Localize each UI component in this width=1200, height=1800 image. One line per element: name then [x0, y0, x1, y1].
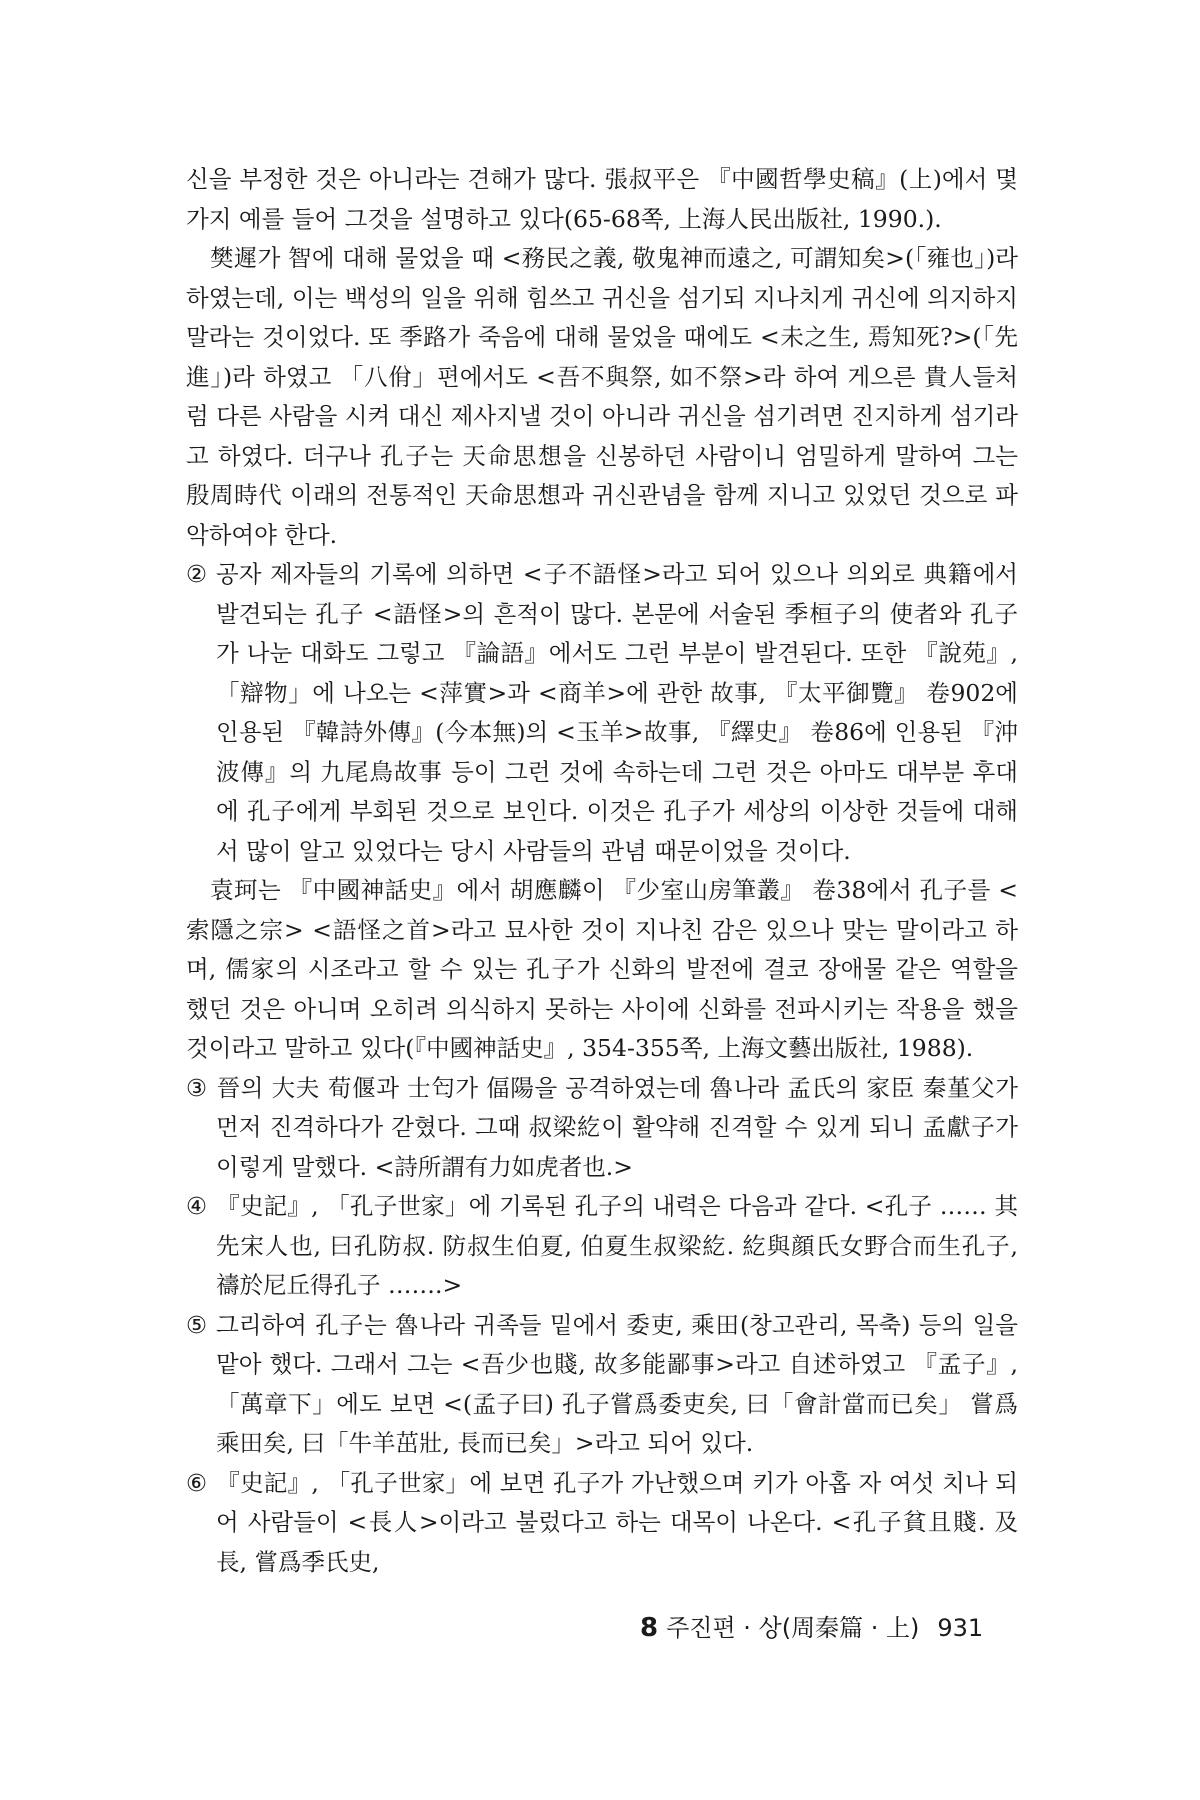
body-text — [186, 160, 1018, 1582]
paragraph-yuanke: 袁珂는 『中國神話史』에서 胡應麟이 『少室山房筆叢』 卷38에서 孔子를 <索隱之宗> <語怪之首>라고 묘사한 것이 지나친 감은 있으나 맞는 말이라고 하며, 儒家의 시조라고 할 수 있는 孔子가 신화의 발전에 결코 장애물 같은 역할을 했던 것은 아니며 오히려 의식하지 못하는 사이에 신화를 전파시키는 작용을 했을 것이라고 말하고 있다(『中國神話史』, 354-355쪽, 上海文藝出版社, 1988). — [186, 876, 1018, 1062]
note-number: ⑤ — [186, 1310, 208, 1339]
note-text: 『史記』, 「孔子世家」에 보면 孔子가 가난했으며 키가 아홉 자 여섯 치나 되어 사람들이 <長人>이라고 불렀다고 하는 대목이 나온다. <孔子貧且賤. 及長, 嘗爲季氏史, — [216, 1468, 1018, 1576]
note-number: ② — [186, 560, 208, 588]
note-text: 그리하여 孔子는 魯나라 귀족들 밑에서 委吏, 乘田(창고관리, 목축) 등의 일을 맡아 했다. 그래서 그는 <吾少也賤, 故多能鄙事>라고 自述하였고 『孟子』, 「萬章下」에도 보면 <(孟子曰) 孔子嘗爲委吏矣, 曰「會計當而已矣」 嘗爲乘田矣, 曰「牛羊茁壯, 長而已矣」>라고 되어 있다. — [216, 1310, 1018, 1457]
note-number: ⑥ — [186, 1468, 208, 1497]
note-2 — [186, 555, 1018, 871]
page-footer — [640, 1608, 1020, 1643]
paragraph-fanchi: 樊遲가 智에 대해 물었을 때 <務民之義, 敬鬼神而遠之, 可謂知矣>(「雍也」)라 하였는데, 이는 백성의 일을 위해 힘쓰고 귀신을 섬기되 지나치게 귀신에 의지하지 말라는 것이었다. 또 季路가 죽음에 대해 물었을 때에도 <未之生, 焉知死?>(「先進」)라 하였고 「八佾」편에서도 <吾不與祭, 如不祭>라 하여 게으른 貴人들처럼 다른 사람을 시켜 대신 제사지낼 것이 아니라 귀신을 섬기려면 진지하게 섬기라고 하였다. 더구나 孔子는 天命思想을 신봉하던 사람이니 엄밀하게 말하여 그는 殷周時代 이래의 전통적인 天命思想과 귀신관념을 함께 지니고 있었던 것으로 파악하여야 한다. — [186, 244, 1018, 549]
note-text: 『史記』, 「孔子世家」에 기록된 孔子의 내력은 다음과 같다. <孔子 …… 其先宋人也, 曰孔防叔. 防叔生伯夏, 伯夏生叔梁紇. 紇與顔氏女野合而生孔子, 禱於尼丘得孔子 …….> — [216, 1192, 1018, 1299]
note-5 — [186, 1306, 1018, 1464]
note-6 — [186, 1464, 1018, 1583]
chapter-title: 주진편 · 상(周秦篇 · 上) — [666, 1614, 920, 1642]
note-3 — [186, 1069, 1018, 1188]
note-text: 공자 제자들의 기록에 의하면 <子不語怪>라고 되어 있으나 의외로 典籍에서 발견되는 孔子 <語怪>의 흔적이 많다. 본문에 서술된 季桓子의 使者와 孔子가 나눈 대화도 그렇고 『論語』에서도 그런 부분이 발견된다. 또한 『說苑』, 「辯物」에 나오는 <萍實>과 <商羊>에 관한 故事, 『太平御覽』 卷902에 인용된 『韓詩外傳』(今本無)의 <玉羊>故事, 『繹史』 卷86에 인용된 『沖波傳』의 九尾鳥故事 등이 그런 것에 속하는데 그런 것은 아마도 대부분 후대에 孔子에게 부회된 것으로 보인다. 이것은 孔子가 세상의 이상한 것들에 대해서 많이 알고 있었다는 당시 사람들의 관념 때문이었을 것이다. — [216, 560, 1018, 865]
note-text: 晉의 大夫 荀偃과 士匄가 偪陽을 공격하였는데 魯나라 孟氏의 家臣 秦堇父가 먼저 진격하다가 갇혔다. 그때 叔梁紇이 활약해 진격할 수 있게 되니 孟獻子가 이렇게 말했다. <詩所謂有力如虎者也.> — [216, 1073, 1018, 1181]
page-number: 931 — [937, 1614, 984, 1642]
note-number: ③ — [186, 1073, 208, 1102]
note-number: ④ — [186, 1192, 208, 1220]
paragraph-continuation: 신을 부정한 것은 아니라는 견해가 많다. 張叔平은 『中國哲學史稿』(上)에서 몇 가지 예를 들어 그것을 설명하고 있다(65-68쪽, 上海人民出版社, 1990.). — [186, 165, 1018, 233]
chapter-number: 8 — [640, 1613, 659, 1643]
note-4 — [186, 1187, 1018, 1306]
